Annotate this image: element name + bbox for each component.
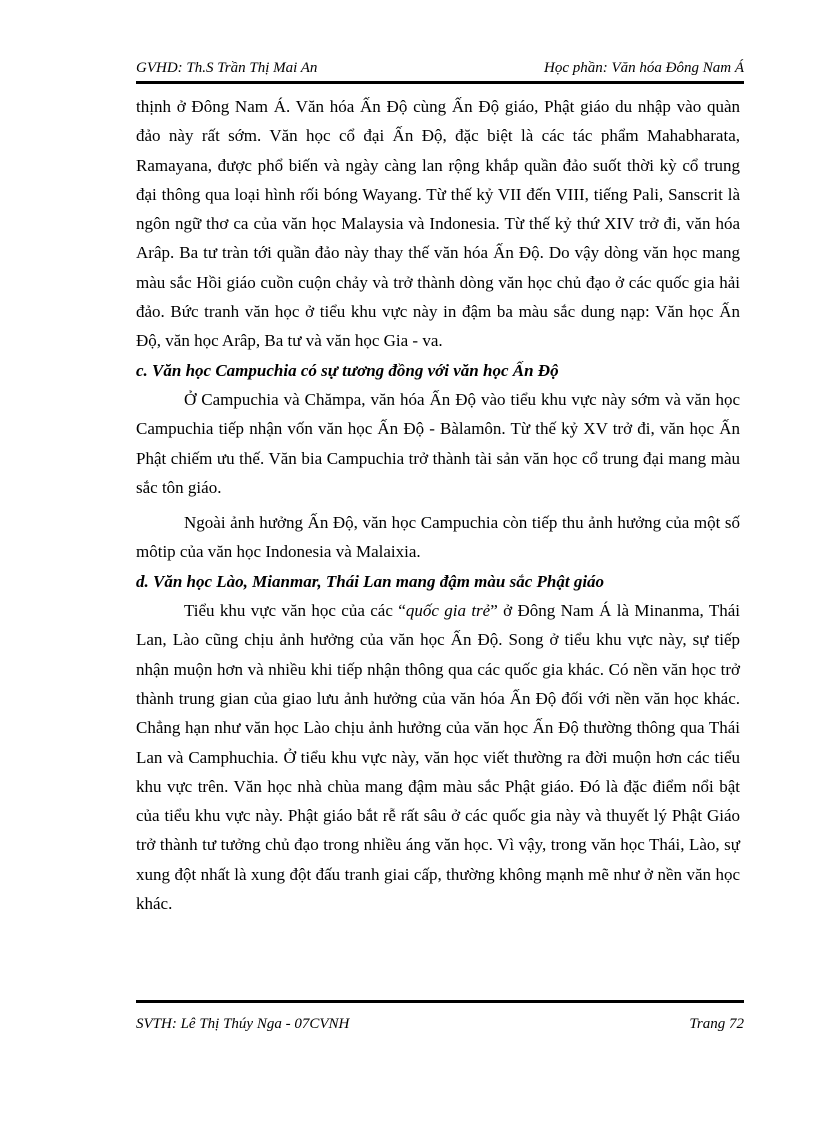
italic-phrase: quốc gia trẻ (405, 601, 491, 621)
section-heading-c: c. Văn học Campuchia có sự tương đồng với văn học Ấn Độ (136, 360, 559, 380)
paragraph-lao-mianmar-thai (136, 596, 740, 918)
page-header (136, 58, 744, 82)
paragraph-text-start: Tiểu khu vực văn học của các “ (184, 601, 406, 621)
section-heading-d: d. Văn học Lào, Mianmar, Thái Lan mang đậm màu sắc Phật giáo (136, 571, 605, 591)
footer-divider (136, 1000, 744, 1003)
header-course: Học phần: Văn hóa Đông Nam Á (544, 60, 744, 76)
header-divider (136, 81, 744, 84)
page-footer (136, 1014, 744, 1036)
paragraph-continued: thịnh ở Đông Nam Á. Văn hóa Ấn Độ cùng Ấn Độ giáo, Phật giáo du nhập vào quàn đảo này rất sớm. Văn học cổ đại Ấn Độ, đặc biệt là các tác phẩm Mahabharata, Ramayana, được phổ biến và ngày càng lan rộng khắp quần đảo suốt thời kỳ cổ trung đại thông qua loại hình rối bóng Wayang. Từ thế kỷ VII đến VIII, tiếng Pali, Sanscrit là ngôn ngữ thơ ca của văn học Malaysia và Indonesia. Từ thế kỷ thứ XIV trở đi, văn hóa Arâp. Ba tư tràn tới quần đảo này thay thế văn hóa Ấn Độ. Do vậy dòng văn học mang màu sắc Hồi giáo cuồn cuộn chảy và trở thành dòng văn học chủ đạo ở các quốc gia hải đảo. Bức tranh văn học ở tiểu khu vực này in đậm ba màu sắc dung nạp: Văn học Ấn Độ, văn học Arâp, Ba tư và văn học Gia - va. (136, 97, 740, 351)
paragraph-text-rest: ” ở Đông Nam Á là Minanma, Thái Lan, Lào cũng chịu ảnh hưởng của văn học Ấn Độ. Song ở tiểu khu vực này, sự tiếp nhận muộn hơn và nhiều khi tiếp nhận thông qua các quốc gia khác. Có nền văn học trở thành trung gian của giao lưu ảnh hưởng của văn hóa Ấn Độ đối với nền văn học khác. Chẳng hạn như văn học Lào chịu ảnh hưởng của văn học Ấn Độ thường thông qua Thái Lan và Camphuchia. Ở tiểu khu vực này, văn học viết thường ra đời muộn hơn các tiểu khu vực trên. Văn học nhà chùa mang đậm màu sắc Phật giáo. Đó là đặc điểm nổi bật của tiểu khu vực này. Phật giáo bắt rễ rất sâu ở các quốc gia này và thuyết lý Phật Giáo trở thành tư tưởng chủ đạo trong nhiều áng văn học. Vì vậy, trong văn học Thái, Lào, sự xung đột nhất là xung đột đấu tranh giai cấp, thường không mạnh mẽ như ở nền văn học khác. (136, 601, 740, 914)
footer-student: SVTH: Lê Thị Thúy Nga - 07CVNH (136, 1016, 350, 1032)
page-number: Trang 72 (689, 1016, 744, 1032)
page-body (136, 92, 740, 918)
paragraph-campuchia-1: Ở Campuchia và Chămpa, văn hóa Ấn Độ vào tiểu khu vực này sớm và văn học Campuchia tiếp nhận vốn văn học Ấn Độ - Bàlamôn. Từ thế kỷ XV trở đi, văn học Ấn Phật chiếm ưu thế. Văn bia Campuchia trở thành tài sản văn học cổ trung đại mang màu sắc tôn giáo. (136, 389, 740, 497)
paragraph-campuchia-2: Ngoài ảnh hưởng Ấn Độ, văn học Campuchia còn tiếp thu ảnh hưởng của một số môtip của văn học Indonesia và Malaixia. (136, 513, 740, 562)
header-instructor: GVHD: Th.S Trần Thị Mai An (136, 60, 318, 76)
